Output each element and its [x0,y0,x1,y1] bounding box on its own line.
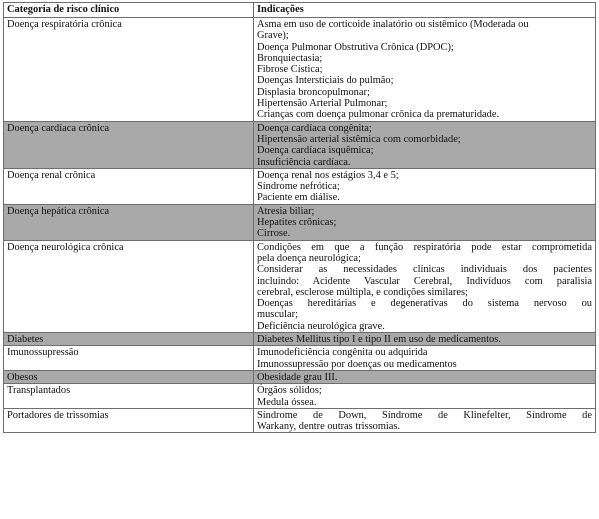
category-cell: Imunossupressão [4,346,254,371]
indications-cell [254,384,596,409]
indication-line: Deficiência neurológica grave. [257,320,385,332]
table-row [4,121,596,168]
indication-line: incluindo: Acidente Vascular Cerebral, Indivíduos com paralisia [257,275,592,287]
indication-line: Paciente em diálise. [257,192,340,204]
indications-cell [254,333,596,346]
table-row [4,370,596,383]
category-cell: Doença hepática crônica [4,204,254,240]
indications-cell [254,121,596,168]
indication-line: cerebral, esclerose múltipla, e condições similares; [257,286,468,298]
indications-cell [254,346,596,371]
table-row [4,168,596,204]
indication-line: Doença Pulmonar Obstrutiva Crônica (DPOC); [257,41,454,53]
table-row [4,18,596,122]
indication-line: Obesidade grau III. [257,371,338,383]
indication-line: Medula óssea. [257,396,317,408]
table-row [4,384,596,409]
category-cell: Doença renal crônica [4,168,254,204]
indication-line: Fibrose Cística; [257,64,323,76]
risk-category-table [3,2,596,433]
indication-line: Hipertensão arterial sistêmica com comorbidade; [257,133,461,145]
indication-line: Displasia broncopulmonar; [257,86,370,98]
indication-line: Bronquiectasia; [257,52,323,64]
indication-line: Síndrome de Down, Síndrome de Klinefelter, Síndrome de [257,409,592,421]
indications-cell [254,240,596,332]
table-row [4,346,596,371]
indication-line: Condições em que a função respiratória pode estar comprometida [257,241,592,253]
category-cell: Obesos [4,370,254,383]
indication-line: Grave); [257,30,289,42]
indication-line: Warkany, dentre outras trissomias. [257,421,401,433]
table-row [4,240,596,332]
table-row [4,333,596,346]
category-cell: Doença respiratória crônica [4,18,254,122]
header-category: Categoria de risco clínico [4,3,254,18]
indication-line: Órgãos sólidos; [257,385,322,397]
indication-line: Crianças com doença pulmonar crônica da prematuridade. [257,109,500,121]
category-cell: Transplantados [4,384,254,409]
category-cell: Portadores de trissomias [4,408,254,433]
indications-cell [254,408,596,433]
header-indications: Indicações [254,3,596,18]
indication-line: Imunodeficiência congênita ou adquirida [257,347,428,359]
table-row [4,204,596,240]
indication-line: Doenças hereditárias e degenerativas do sistema nervoso ou [257,298,592,310]
indication-line: Doenças Intersticiais do pulmão; [257,75,394,87]
indication-line: Síndrome nefrótica; [257,181,340,193]
indication-line: Asma em uso de corticoide inalatório ou sistêmico (Moderada ou [257,19,529,30]
indication-line: Atresia biliar; [257,205,315,217]
indication-line: Cirrose. [257,228,291,240]
category-cell: Doença cardíaca crônica [4,121,254,168]
indication-line: Doença cardíaca congênita; [257,122,372,134]
table-row [4,408,596,433]
indications-cell [254,204,596,240]
indication-line: Imunossupressão por doenças ou medicamentos [257,358,457,370]
indication-line: muscular; [257,309,298,321]
indications-cell [254,168,596,204]
category-cell: Diabetes [4,333,254,346]
indication-line: Diabetes Mellitus tipo I e tipo II em uso de medicamentos. [257,334,501,346]
indication-line: Doença renal nos estágios 3,4 e 5; [257,169,399,181]
indications-cell [254,18,596,122]
category-cell: Doença neurológica crônica [4,240,254,332]
table-header-row [4,3,596,18]
indication-line: pela doença neurológica; [257,252,361,264]
indication-line: Doença cardíaca isquêmica; [257,145,374,157]
indication-line: Considerar as necessidades clínicas individuais dos pacientes [257,264,592,276]
indication-line: Hepatites crônicas; [257,217,337,229]
table-body [4,18,596,433]
indication-line: Hipertensão Arterial Pulmonar; [257,98,388,110]
indications-cell [254,370,596,383]
indication-line: Insuficiência cardíaca. [257,156,351,168]
